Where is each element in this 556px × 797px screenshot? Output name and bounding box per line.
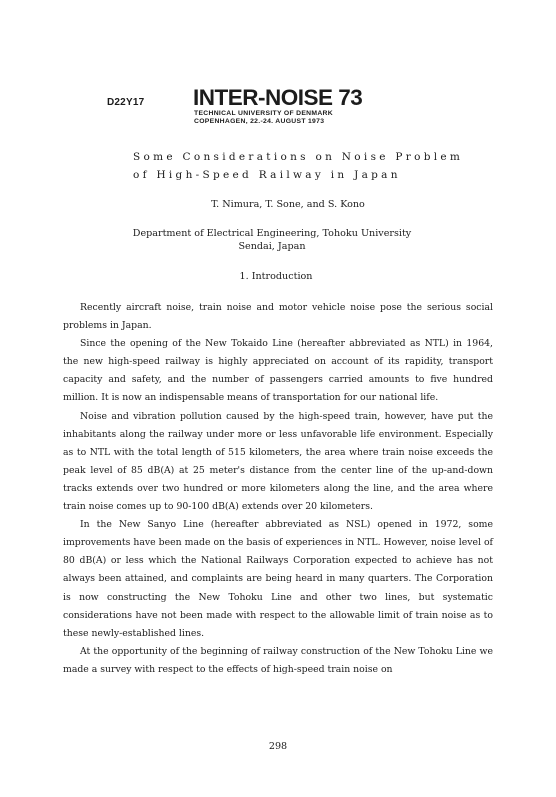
- paper-code: D22Y17: [107, 97, 145, 108]
- affiliation-department: Department of Electrical Engineering, Tohoku University: [132, 228, 412, 239]
- paper-title-line-2: of High-Speed Railway in Japan: [133, 169, 401, 181]
- body-text: [63, 299, 493, 679]
- conference-location-dates: COPENHAGEN, 22.-24. AUGUST 1973: [194, 118, 325, 125]
- authors: T. Nimura, T. Sone, and S. Kono: [211, 199, 365, 210]
- section-heading: 1. Introduction: [239, 271, 313, 282]
- conference-university: TECHNICAL UNIVERSITY OF DENMARK: [194, 110, 333, 117]
- paragraph: In the New Sanyo Line (hereafter abbreviated as NSL) opened in 1972, some improvements have been made on the basis of experiences in NTL. However, noise level of 80 dB(A) or less which the National Railways Corporation expected to achieve has not always been attained, and complaints are being heard in many quarters. The Corporation is now constructing the New Tohoku Line and other two lines, but systematic considerations have not been made with respect to the allowable limit of train noise as to these newly-established lines.: [63, 519, 493, 639]
- paragraph: Recently aircraft noise, train noise and motor vehicle noise pose the serious social problems in Japan.: [63, 302, 493, 332]
- paragraph: Noise and vibration pollution caused by the high-speed train, however, have put the inhabitants along the railway under more or less unfavorable life environment. Especially as to NTL with the total length of 515 kilometers, the area where train noise exceeds the peak level of 85 dB(A) at 25 meter's distance from the center line of the up-and-down tracks extends over two hundred or more kilometers along the line, and the area where train noise comes up to 90-100 dB(A) extends over 20 kilometers.: [63, 410, 493, 513]
- affiliation-city: Sendai, Japan: [238, 241, 306, 252]
- paragraph: Since the opening of the New Tokaido Line (hereafter abbreviated as NTL) in 1964, the new high-speed railway is highly appreciated on account of its rapidity, transport capacity and safety, and the number of passengers carried amounts to five hundred million. It is now an indispensable means of transportation for our national life.: [63, 338, 493, 404]
- page-number: 298: [268, 741, 288, 752]
- conference-title: INTER-NOISE 73: [193, 85, 363, 110]
- paper-title-line-1: Some Considerations on Noise Problem: [133, 151, 464, 163]
- paragraph: At the opportunity of the beginning of railway construction of the New Tohoku Line we made a survey with respect to the effects of high-speed train noise on: [63, 645, 493, 675]
